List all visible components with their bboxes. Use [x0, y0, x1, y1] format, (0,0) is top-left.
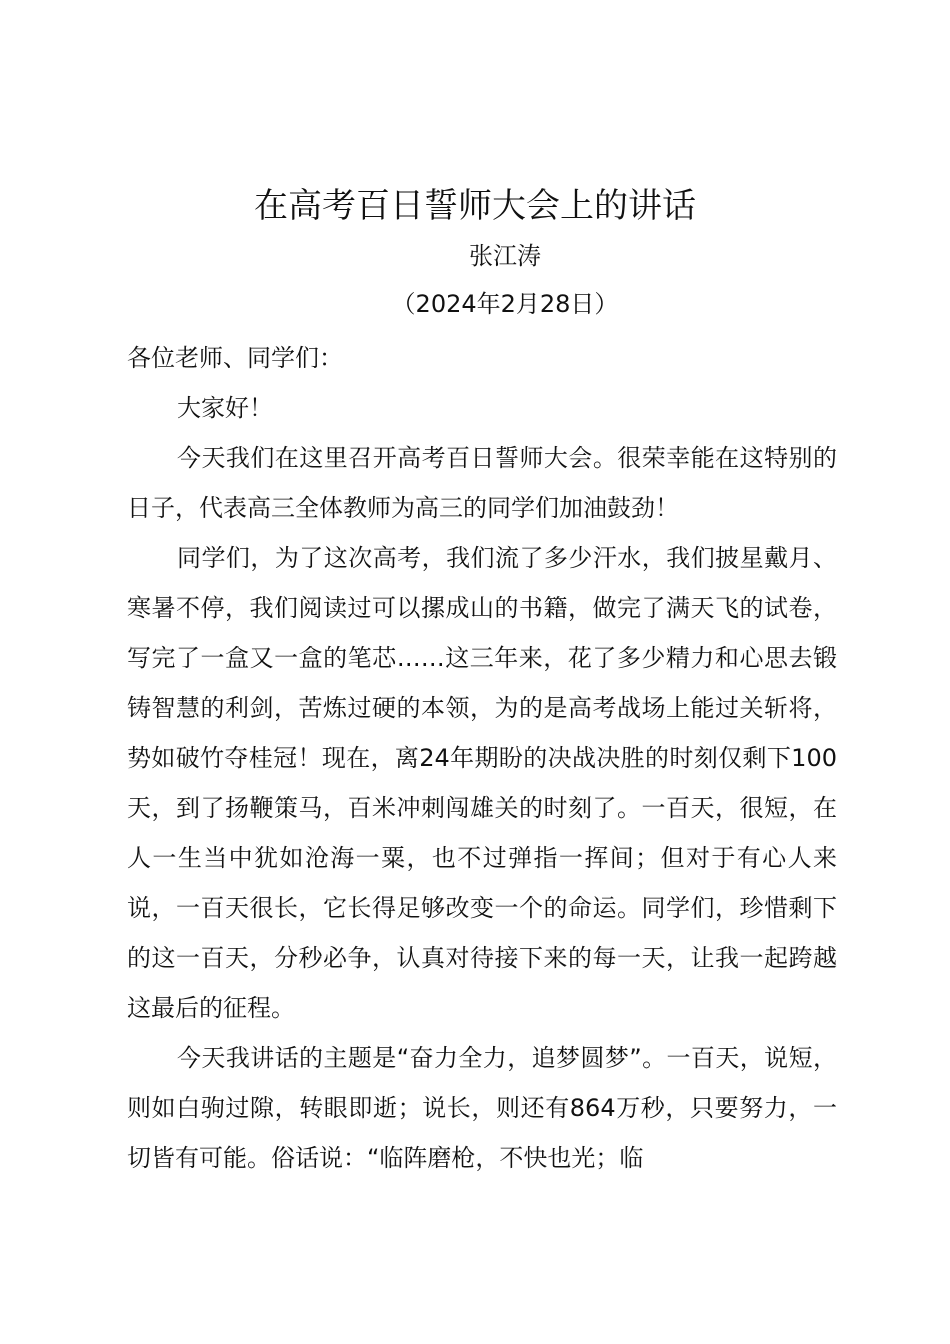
paragraph: 今天我讲话的主题是“奋力全力，追梦圆梦”。一百天，说短，则如白驹过隙，转眼即逝；说长，则还有864万秒，只要努力，一切皆有可能。俗话说：“临阵磨枪，不快也光；临	[127, 1044, 837, 1172]
document-author: 张江涛	[469, 242, 541, 270]
paragraph: 同学们，为了这次高考，我们流了多少汗水，我们披星戴月、寒暑不停，我们阅读过可以摞成山的书籍，做完了满天飞的试卷，写完了一盒又一盒的笔芯……这三年来，花了多少精力和心思去锻铸智慧的利剑，苦炼过硬的本领，为的是高考战场上能过关斩将，势如破竹夺桂冠！现在，离24年期盼的决战决胜的时刻仅剩下100天，到了扬鞭策马，百米冲刺闯雄关的时刻了。一百天，很短，在人一生当中犹如沧海一粟，也不过弹指一挥间；但对于有心人来说，一百天很长，它长得足够改变一个的命运。同学们，珍惜剩下的这一百天，分秒必争，认真对待接下来的每一天，让我一起跨越这最后的征程。	[127, 544, 837, 1022]
document-body	[127, 333, 837, 1183]
paragraph: 大家好！	[177, 394, 273, 422]
paragraph: 今天我们在这里召开高考百日誓师大会。很荣幸能在这特别的日子，代表高三全体教师为高三的同学们加油鼓劲！	[127, 444, 837, 522]
document-date: （2024年2月28日）	[391, 290, 619, 318]
document-title: 在高考百日誓师大会上的讲话	[254, 186, 696, 226]
salutation: 各位老师、同学们：	[127, 344, 343, 372]
